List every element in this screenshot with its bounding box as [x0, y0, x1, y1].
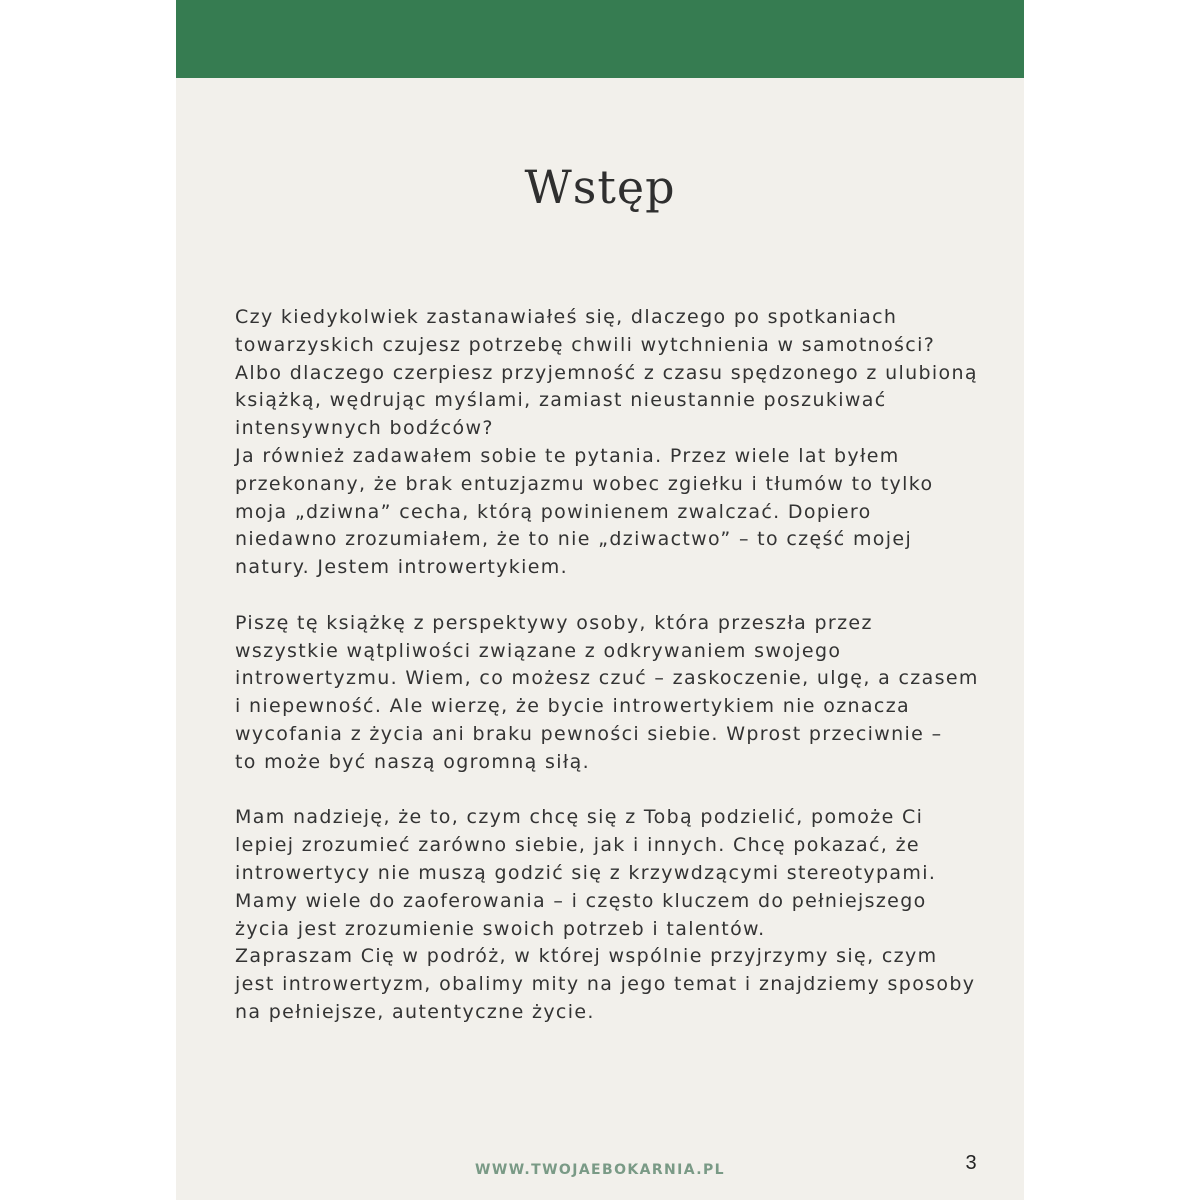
- text-line: wycofania z życia ani braku pewności siebie. Wprost przeciwnie –: [235, 722, 943, 745]
- footer-website-url: WWW.TWOJAEBOKARNIA.PL: [475, 1162, 725, 1178]
- text-line: lepiej zrozumieć zarówno siebie, jak i innych. Chcę pokazać, że: [235, 834, 920, 857]
- text-line: książką, wędrując myślami, zamiast nieustannie poszukiwać: [235, 389, 887, 412]
- text-line: Czy kiedykolwiek zastanawiałeś się, dlaczego po spotkaniach: [235, 306, 898, 328]
- text-line: introwertyzmu. Wiem, co możesz czuć – zaskoczenie, ulgę, a czasem: [235, 667, 979, 690]
- text-line: przekonany, że brak entuzjazmu wobec zgiełku i tłumów to tylko: [235, 472, 934, 495]
- document-page: [176, 0, 1024, 1200]
- page-number: 3: [965, 1152, 977, 1174]
- text-line: wszystkie wątpliwości związane z odkrywaniem swojego: [235, 639, 842, 662]
- paragraph-1: [235, 304, 978, 582]
- text-line: niedawno zrozumiałem, że to nie „dziwactwo” – to część mojej: [235, 528, 913, 551]
- text-line: Zapraszam Cię w podróż, w której wspólnie przyjrzymy się, czym: [235, 945, 938, 968]
- header-band: [176, 0, 1024, 78]
- page-title: Wstęp: [524, 160, 676, 214]
- text-line: intensywnych bodźców?: [235, 417, 494, 440]
- text-line: jest introwertyzm, obalimy mity na jego temat i znajdziemy sposoby: [235, 973, 976, 996]
- text-line: i niepewność. Ale wierzę, że bycie introwertykiem nie oznacza: [235, 695, 911, 718]
- text-line: Mamy wiele do zaoferowania – i często kluczem do pełniejszego: [235, 889, 927, 912]
- text-line: Mam nadzieję, że to, czym chcę się z Tobą podzielić, pomoże Ci: [235, 806, 924, 829]
- text-line: życia jest zrozumienie swoich potrzeb i talentów.: [235, 917, 766, 940]
- text-line: Piszę tę książkę z perspektywy osoby, która przeszła przez: [235, 611, 873, 634]
- paragraph-3: [235, 804, 975, 1026]
- text-line: Albo dlaczego czerpiesz przyjemność z czasu spędzonego z ulubioną: [235, 361, 978, 384]
- text-line: introwertycy nie muszą godzić się z krzywdzącymi stereotypami.: [235, 861, 937, 884]
- text-line: towarzyskich czujesz potrzebę chwili wytchnienia w samotności?: [235, 333, 936, 356]
- paragraph-2: [235, 610, 979, 777]
- text-line: na pełniejsze, autentyczne życie.: [235, 1000, 595, 1023]
- body-text: [235, 304, 979, 1055]
- text-line: to może być naszą ogromną siłą.: [235, 750, 591, 773]
- text-line: natury. Jestem introwertykiem.: [235, 556, 569, 579]
- text-line: Ja również zadawałem sobie te pytania. Przez wiele lat byłem: [235, 444, 900, 467]
- text-line: moja „dziwna” cecha, którą powinienem zwalczać. Dopiero: [235, 500, 872, 523]
